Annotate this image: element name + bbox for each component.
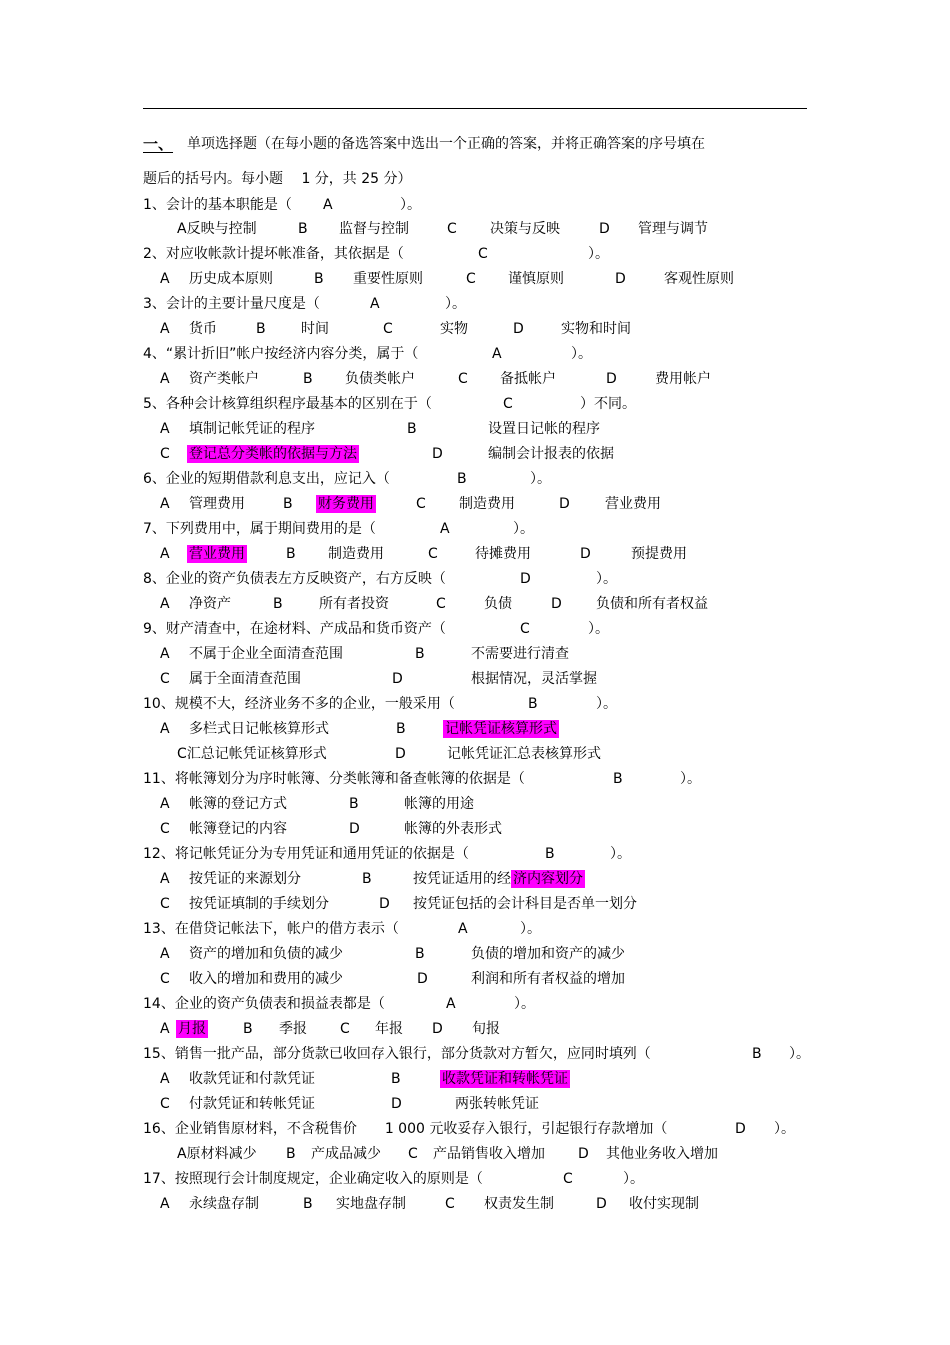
option-text: A: [160, 546, 170, 562]
option-text: B: [407, 421, 417, 437]
option-text: D: [599, 221, 610, 237]
section-intro-cont: 题后的括号内。每小题 1 分，共 25 分）: [143, 171, 412, 187]
option-text: A: [160, 721, 170, 737]
option-text: C汇总记帐凭证核算形式: [177, 746, 327, 762]
question-tail: ）。: [588, 621, 609, 637]
option-text: C: [160, 896, 170, 912]
option-text: A: [160, 271, 170, 287]
option-text: 属于全面清查范围: [189, 671, 301, 687]
option-text: C: [428, 546, 438, 562]
question-text: 12、将记帐凭证分为专用凭证和通用凭证的依据是（: [143, 846, 469, 862]
option-text: D: [392, 671, 403, 687]
option-text: A: [160, 796, 170, 812]
option-text: 资产类帐户: [189, 371, 259, 387]
option-text: C: [160, 971, 170, 987]
option-text: 收付实现制: [629, 1196, 699, 1212]
question-tail: ）。: [520, 921, 541, 937]
question-text: 17、按照现行会计制度规定，企业确定收入的原则是（: [143, 1171, 483, 1187]
question-text: 2、对应收帐款计提坏帐准备，其依据是（: [143, 246, 404, 262]
section-intro: 单项选择题（在每小题的备选答案中选出一个正确的答案，并将正确答案的序号填在: [187, 136, 705, 152]
question-text: 15、销售一批产品，部分货款已收回存入银行，部分货款对方暂欠，应同时填列（: [143, 1046, 651, 1062]
option-text: D: [417, 971, 428, 987]
answer-letter: C: [563, 1171, 573, 1187]
answer-letter: C: [520, 621, 530, 637]
answer-letter: D: [520, 571, 531, 587]
question-text: 3、会计的主要计量尺度是（: [143, 296, 320, 312]
option-text: D: [391, 1096, 402, 1112]
highlighted-option-text: 月报: [178, 1021, 206, 1037]
question-tail: ）。: [400, 197, 421, 213]
option-text: A: [160, 321, 170, 337]
highlighted-option-text: 记帐凭证核算形式: [445, 721, 557, 737]
question-text: 9、财产清查中，在途材料、产成品和货币资产（: [143, 621, 446, 637]
option-text: C: [160, 446, 170, 462]
highlighted-option-text: 登记总分类帐的依据与方法: [189, 446, 357, 462]
option-text: 帐簿登记的内容: [189, 821, 287, 837]
option-text: 营业费用: [605, 496, 661, 512]
option-text: C: [445, 1196, 455, 1212]
option-text: 待摊费用: [475, 546, 531, 562]
option-text: B: [349, 796, 359, 812]
answer-letter: A: [370, 296, 380, 312]
option-text: D: [578, 1146, 589, 1162]
option-text: B: [391, 1071, 401, 1087]
option-text: 实物: [440, 321, 468, 337]
option-text: A原材料减少: [177, 1146, 257, 1162]
question-tail: ）。: [596, 696, 617, 712]
answer-letter: B: [613, 771, 623, 787]
option-text: 帐簿的外表形式: [404, 821, 502, 837]
option-text: 记帐凭证汇总表核算形式: [447, 746, 601, 762]
option-text: 旬报: [472, 1021, 500, 1037]
option-text: A: [160, 871, 170, 887]
answer-letter: A: [458, 921, 468, 937]
question-tail: ）。: [445, 296, 466, 312]
option-text: 负债的增加和资产的减少: [471, 946, 625, 962]
option-text: 历史成本原则: [189, 271, 273, 287]
option-text: 根据情况，灵活掌握: [471, 671, 597, 687]
option-text: 按凭证填制的手续划分: [189, 896, 329, 912]
highlighted-option-text: 营业费用: [189, 546, 245, 562]
option-text: D: [432, 1021, 443, 1037]
answer-letter: A: [323, 197, 333, 213]
highlighted-option-text: 济内容划分: [513, 871, 583, 887]
question-text: 6、企业的短期借款利息支出，应记入（: [143, 471, 390, 487]
option-text: B: [314, 271, 324, 287]
answer-letter: B: [752, 1046, 762, 1062]
option-text: B: [303, 1196, 313, 1212]
answer-letter: B: [457, 471, 467, 487]
question-tail: ）。: [530, 471, 551, 487]
question-tail: ）。: [680, 771, 701, 787]
option-text: 制造费用: [459, 496, 515, 512]
option-text: 制造费用: [328, 546, 384, 562]
answer-letter: C: [478, 246, 488, 262]
option-text: 货币: [189, 321, 217, 337]
option-text: D: [596, 1196, 607, 1212]
question-text: 16、企业销售原材料，不含税售价 1 000 元收妥存入银行，引起银行存款增加（: [143, 1121, 668, 1137]
option-text: B: [256, 321, 266, 337]
highlighted-option-text: 财务费用: [318, 496, 374, 512]
option-text: 其他业务收入增加: [606, 1146, 718, 1162]
option-text: A: [160, 596, 170, 612]
option-text: C: [408, 1146, 418, 1162]
option-text: B: [415, 646, 425, 662]
option-text: 收入的增加和费用的减少: [189, 971, 343, 987]
question-text: 7、下列费用中，属于期间费用的是（: [143, 521, 376, 537]
option-text: D: [379, 896, 390, 912]
option-text: B: [303, 371, 313, 387]
option-text: B: [396, 721, 406, 737]
option-text: 帐簿的用途: [404, 796, 474, 812]
option-text: 负债: [484, 596, 512, 612]
option-text: 季报: [279, 1021, 307, 1037]
question-tail: ）。: [774, 1121, 795, 1137]
answer-letter: A: [492, 346, 502, 362]
answer-letter: C: [503, 396, 513, 412]
option-text: C: [383, 321, 393, 337]
option-text: A: [160, 421, 170, 437]
option-text: C: [447, 221, 457, 237]
option-text: 帐簿的登记方式: [189, 796, 287, 812]
option-text: B: [362, 871, 372, 887]
option-text: 利润和所有者权益的增加: [471, 971, 625, 987]
question-tail: ）。: [513, 521, 534, 537]
option-text: D: [615, 271, 626, 287]
option-text: 多栏式日记帐核算形式: [189, 721, 329, 737]
option-text: 编制会计报表的依据: [488, 446, 614, 462]
question-tail: ）。: [610, 846, 631, 862]
question-tail: ）。: [596, 571, 617, 587]
option-text: A: [160, 371, 170, 387]
question-tail: ）。: [514, 996, 535, 1012]
option-text: A: [160, 1196, 170, 1212]
option-text: 永续盘存制: [189, 1196, 259, 1212]
option-text: 填制记帐凭证的程序: [189, 421, 315, 437]
option-text: C: [436, 596, 446, 612]
section-header: [143, 135, 705, 153]
option-text: 年报: [375, 1021, 403, 1037]
question-tail: ）。: [623, 1171, 644, 1187]
option-text: 预提费用: [631, 546, 687, 562]
option-text: B: [286, 546, 296, 562]
answer-letter: A: [440, 521, 450, 537]
section-number: 一、: [143, 135, 174, 153]
question-tail: ）。: [588, 246, 609, 262]
option-text: C: [160, 821, 170, 837]
option-text: 按凭证适用的经: [413, 871, 511, 887]
option-text: 产品销售收入增加: [433, 1146, 545, 1162]
option-text: B: [273, 596, 283, 612]
option-text: 资产的增加和负债的减少: [189, 946, 343, 962]
question-text: 8、企业的资产负债表左方反映资产，右方反映（: [143, 571, 446, 587]
option-text: 负债和所有者权益: [596, 596, 708, 612]
option-text: 按凭证的来源划分: [189, 871, 301, 887]
option-text: 时间: [301, 321, 329, 337]
option-text: C: [160, 1096, 170, 1112]
option-text: B: [243, 1021, 253, 1037]
option-text: D: [551, 596, 562, 612]
option-text: A反映与控制: [177, 221, 257, 237]
option-text: 权责发生制: [484, 1196, 554, 1212]
option-text: 客观性原则: [664, 271, 734, 287]
question-text: 11、将帐簿划分为序时帐簿、分类帐簿和备查帐簿的依据是（: [143, 771, 525, 787]
option-text: C: [458, 371, 468, 387]
option-text: 备抵帐户: [500, 371, 556, 387]
option-text: 两张转帐凭证: [455, 1096, 539, 1112]
top-rule: [143, 108, 807, 109]
option-text: 不需要进行清查: [471, 646, 569, 662]
option-text: 谨慎原则: [508, 271, 564, 287]
question-text: 4、“累计折旧”帐户按经济内容分类，属于（: [143, 346, 419, 362]
option-text: 决策与反映: [490, 221, 560, 237]
answer-letter: B: [528, 696, 538, 712]
option-text: D: [349, 821, 360, 837]
option-text: 产成品减少: [311, 1146, 381, 1162]
answer-letter: B: [545, 846, 555, 862]
option-text: C: [466, 271, 476, 287]
question-text: 14、企业的资产负债表和损益表都是（: [143, 996, 385, 1012]
option-text: B: [283, 496, 293, 512]
question-text: 5、各种会计核算组织程序最基本的区别在于（: [143, 396, 432, 412]
option-text: 不属于企业全面清查范围: [189, 646, 343, 662]
highlighted-option-text: 收款凭证和转帐凭证: [442, 1071, 568, 1087]
option-text: A: [160, 1021, 170, 1037]
option-text: A: [160, 496, 170, 512]
option-text: C: [160, 671, 170, 687]
option-text: A: [160, 1071, 170, 1087]
option-text: A: [160, 646, 170, 662]
option-text: D: [580, 546, 591, 562]
option-text: C: [340, 1021, 350, 1037]
question-tail: ）。: [571, 346, 592, 362]
option-text: 监督与控制: [339, 221, 409, 237]
option-text: D: [432, 446, 443, 462]
option-text: D: [559, 496, 570, 512]
option-text: B: [415, 946, 425, 962]
option-text: 管理与调节: [638, 221, 708, 237]
option-text: 所有者投资: [319, 596, 389, 612]
option-text: 管理费用: [189, 496, 245, 512]
question-tail: ）。: [789, 1046, 810, 1062]
question-tail: ）不同。: [580, 396, 636, 412]
option-text: 设置日记帐的程序: [488, 421, 600, 437]
option-text: 付款凭证和转帐凭证: [189, 1096, 315, 1112]
option-text: 费用帐户: [655, 371, 711, 387]
option-text: 实地盘存制: [336, 1196, 406, 1212]
option-text: 负债类帐户: [345, 371, 415, 387]
option-text: C: [416, 496, 426, 512]
question-text: 1、会计的基本职能是（: [143, 197, 292, 213]
option-text: A: [160, 946, 170, 962]
option-text: B: [298, 221, 308, 237]
option-text: 按凭证包括的会计科目是否单一划分: [413, 896, 637, 912]
question-text: 13、在借贷记帐法下，帐户的借方表示（: [143, 921, 399, 937]
option-text: D: [606, 371, 617, 387]
answer-letter: A: [446, 996, 456, 1012]
option-text: 净资产: [189, 596, 231, 612]
option-text: B: [286, 1146, 296, 1162]
option-text: D: [513, 321, 524, 337]
answer-letter: D: [735, 1121, 746, 1137]
option-text: 实物和时间: [561, 321, 631, 337]
question-text: 10、规模不大，经济业务不多的企业，一般采用（: [143, 696, 455, 712]
option-text: D: [395, 746, 406, 762]
option-text: 重要性原则: [353, 271, 423, 287]
option-text: 收款凭证和付款凭证: [189, 1071, 315, 1087]
